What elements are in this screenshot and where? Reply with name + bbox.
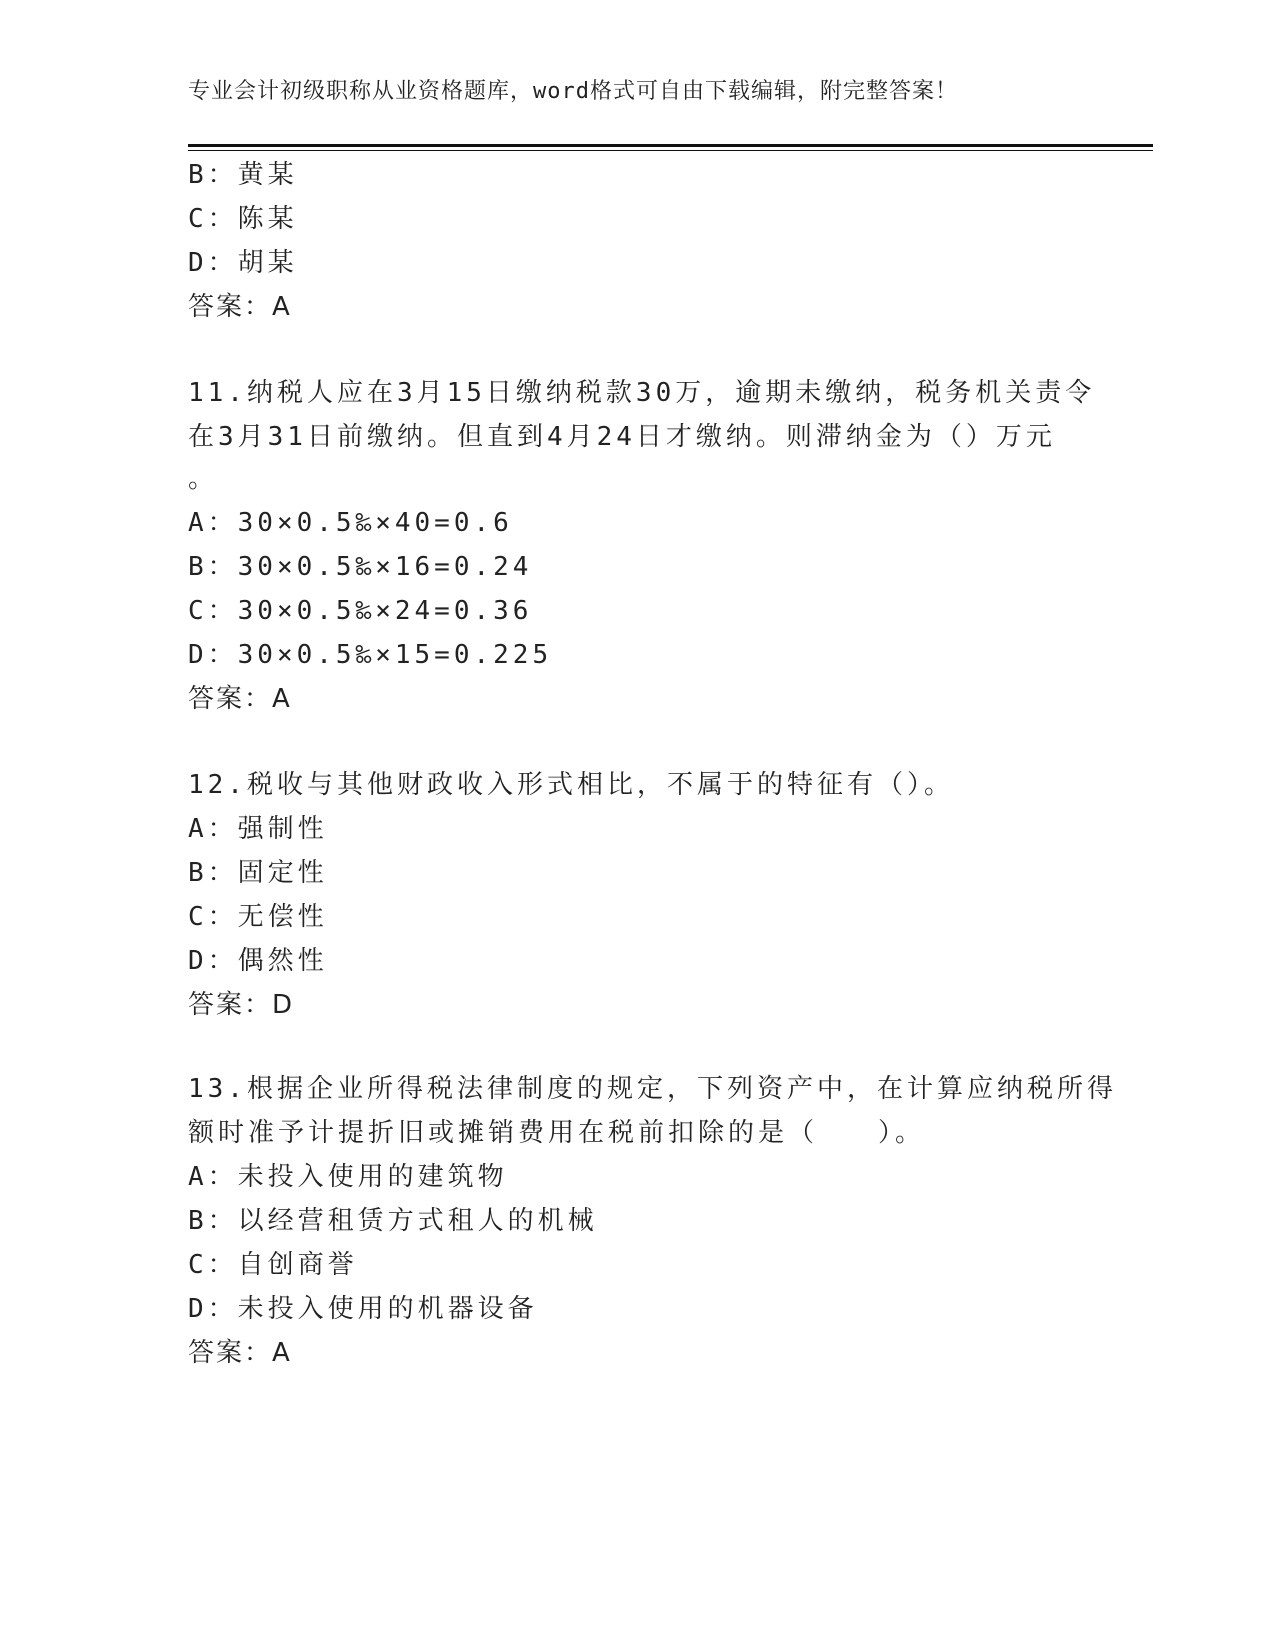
q13-answer: 答案：A [188,1338,292,1368]
q13-option-c: C：自创商誉 [188,1250,358,1280]
q11-option-b: B：30×0.5‰×16=0.24 [188,552,533,582]
q13-option-a: A：未投入使用的建筑物 [188,1162,508,1192]
q12-option-a: A：强制性 [188,814,328,844]
q13-stem-line-1: 13.根据企业所得税法律制度的规定，下列资产中，在计算应纳税所得 [188,1074,1117,1104]
q11-answer: 答案：A [188,684,292,714]
q12-answer: 答案：D [188,990,295,1020]
page-header: 专业会计初级职称从业资格题库，word格式可自由下载编辑，附完整答案！ [188,79,958,104]
prev-option-c: C：陈某 [188,204,298,234]
q12-option-b: B：固定性 [188,858,328,888]
header-rule-thin [188,150,1153,151]
q12-option-c: C：无偿性 [188,902,328,932]
q11-option-d: D：30×0.5‰×15=0.225 [188,640,553,670]
prev-option-b: B：黄某 [188,160,298,190]
q11-stem-line-3: 。 [188,464,219,494]
q13-option-b: B：以经营租赁方式租人的机械 [188,1206,598,1236]
header-rule-thick [188,144,1153,147]
q11-option-a: A：30×0.5‰×40=0.6 [188,508,513,538]
q11-option-c: C：30×0.5‰×24=0.36 [188,596,533,626]
q12-stem-line-1: 12.税收与其他财政收入形式相比，不属于的特征有（）。 [188,770,954,800]
q13-option-d: D：未投入使用的机器设备 [188,1294,538,1324]
q13-stem-line-2: 额时准予计提折旧或摊销费用在税前扣除的是（ ）。 [188,1118,926,1148]
q12-option-d: D：偶然性 [188,946,328,976]
q11-stem-line-1: 11.纳税人应在3月15日缴纳税款30万，逾期未缴纳，税务机关责令 [188,378,1096,408]
prev-option-d: D：胡某 [188,248,298,278]
q11-stem-line-2: 在3月31日前缴纳。但直到4月24日才缴纳。则滞纳金为（）万元 [188,422,1056,452]
prev-answer: 答案：A [188,292,292,322]
